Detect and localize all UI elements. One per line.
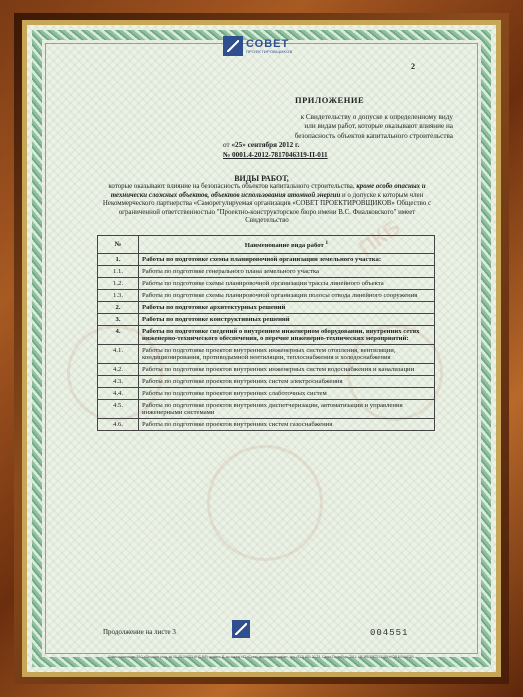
row-number: 4.5.: [98, 400, 139, 419]
row-number: 4.1.: [98, 345, 139, 364]
table-row: [98, 314, 435, 326]
row-work-name: Работы по подготовке конструктивных решений: [139, 314, 435, 326]
row-work-name: Работы по подготовке проектов внутренних систем электроснабжения: [139, 376, 435, 388]
appendix-title: ПРИЛОЖЕНИЕ: [295, 95, 365, 105]
table-row: [98, 376, 435, 388]
sheet-number: 2: [411, 62, 415, 71]
continuation-note: Продолжение на листе 3: [103, 628, 176, 636]
appendix-text: [223, 113, 453, 160]
watermark-seal-center: [207, 445, 323, 561]
table-row: [98, 400, 435, 419]
printer-imprint: Бланк изготовлен ЗАО «Опцион» (лиц. № 05-05-09/003 ФНС РФ) уровень В. по заказу НП «Совет проектировщиков», тел. (812) 600-20-23, Санкт-Петербург, 2011. НЕ ЯВЛЯЕТСЯ ЦЕННОЙ БУМАГОЙ.: [108, 655, 415, 659]
header-name: Наименование вида работ $^1$: [139, 236, 435, 254]
table-row: [98, 302, 435, 314]
logo-mark-icon: [223, 36, 243, 56]
serial-number: 004551: [370, 628, 409, 638]
row-work-name: Работы по подготовке схемы планировочной организации земельного участка:: [139, 254, 435, 266]
row-work-name: Работы по подготовке проектов внутренних инженерных систем водоснабжения и канализации: [139, 364, 435, 376]
types-intro-italic: кроме особо опасных и технически сложных объектов, объектов использования атомной энергии: [110, 183, 426, 199]
council-logo: [223, 36, 292, 56]
table-row: [98, 419, 435, 431]
header-number: №: [98, 236, 139, 254]
row-number: 1.3.: [98, 290, 139, 302]
table-row: [98, 388, 435, 400]
types-title: ВИДЫ РАБОТ,: [234, 174, 289, 183]
row-work-name: Работы по подготовке схемы планировочной организации полосы отвода линейного сооружения: [139, 290, 435, 302]
row-work-name: Работы по подготовке проектов внутренних инженерных систем отопления, вентиляции, кондиционирования, противодымной вентиляции, теплоснабжения и холодоснабжения: [139, 345, 435, 364]
types-intro: [97, 183, 437, 226]
row-number: 3.: [98, 314, 139, 326]
types-intro-part2: и о допуске к которым член Некоммерческого партнерства «Саморегулируемая организация «СОВЕТ ПРОЕКТИРОВЩИКОВ» Общество с ограниченной ответственностью "Проектно-конструкторское бюро имени В.С. Фиалковского" имеет Свидетельство: [102, 191, 432, 225]
row-work-name: Работы по подготовке архитектурных решений: [139, 302, 435, 314]
watermark-stamp: ПКБ: [353, 214, 405, 261]
table-header-row: [98, 236, 435, 254]
appendix-line-2: или видам работ, которые оказывают влияние на: [304, 122, 453, 131]
row-number: 1.2.: [98, 278, 139, 290]
row-number: 4.: [98, 326, 139, 345]
table-row: [98, 278, 435, 290]
row-work-name: Работы по подготовке генерального плана земельного участка: [139, 266, 435, 278]
row-work-name: Работы по подготовке проектов внутренних слаботочных систем: [139, 388, 435, 400]
table-row: [98, 326, 435, 345]
row-work-name: Работы по подготовке проектов внутренних систем газоснабжения: [139, 419, 435, 431]
logo-tagline: ПРОЕКТИРОВЩИКОВ: [246, 48, 293, 54]
table-row: [98, 254, 435, 266]
row-number: 4.4.: [98, 388, 139, 400]
row-work-name: Работы по подготовке схемы планировочной организации трассы линейного объекта: [139, 278, 435, 290]
table-body: [98, 254, 435, 431]
row-number: 1.: [98, 254, 139, 266]
types-intro-part1: которые оказывают влияние на безопасность объектов капитального строительства,: [108, 183, 357, 190]
certificate-date: «25» сентября 2012 г.: [231, 141, 300, 150]
table-row: [98, 345, 435, 364]
logo-name: СОВЕТ: [246, 37, 290, 50]
bottom-logo-icon: [232, 620, 250, 638]
date-prefix: от: [223, 141, 230, 150]
row-work-name: Работы по подготовке проектов внутренних диспетчеризации, автоматизации и управления инженерными системами: [139, 400, 435, 419]
row-work-name: Работы по подготовке сведений о внутреннем инженерном оборудовании, внутренних сетях инженерно-технического обеспечения, о перечне инженерно-технических мероприятий:: [139, 326, 435, 345]
certificate-number: № 0001.4-2012-7817046319-П-011: [223, 150, 328, 159]
certificate-sheet: [27, 25, 496, 672]
row-number: 4.3.: [98, 376, 139, 388]
table-row: [98, 364, 435, 376]
works-table: [97, 235, 435, 431]
row-number: 1.1.: [98, 266, 139, 278]
table-row: [98, 290, 435, 302]
row-number: 2.: [98, 302, 139, 314]
appendix-line-3: безопасность объектов капитального строительства: [294, 131, 453, 140]
header-footnote: 1: [325, 239, 329, 246]
appendix-line-1: к Свидетельству о допуске к определенному виду: [300, 113, 453, 121]
table-row: [98, 266, 435, 278]
row-number: 4.6.: [98, 419, 139, 431]
row-number: 4.2.: [98, 364, 139, 376]
